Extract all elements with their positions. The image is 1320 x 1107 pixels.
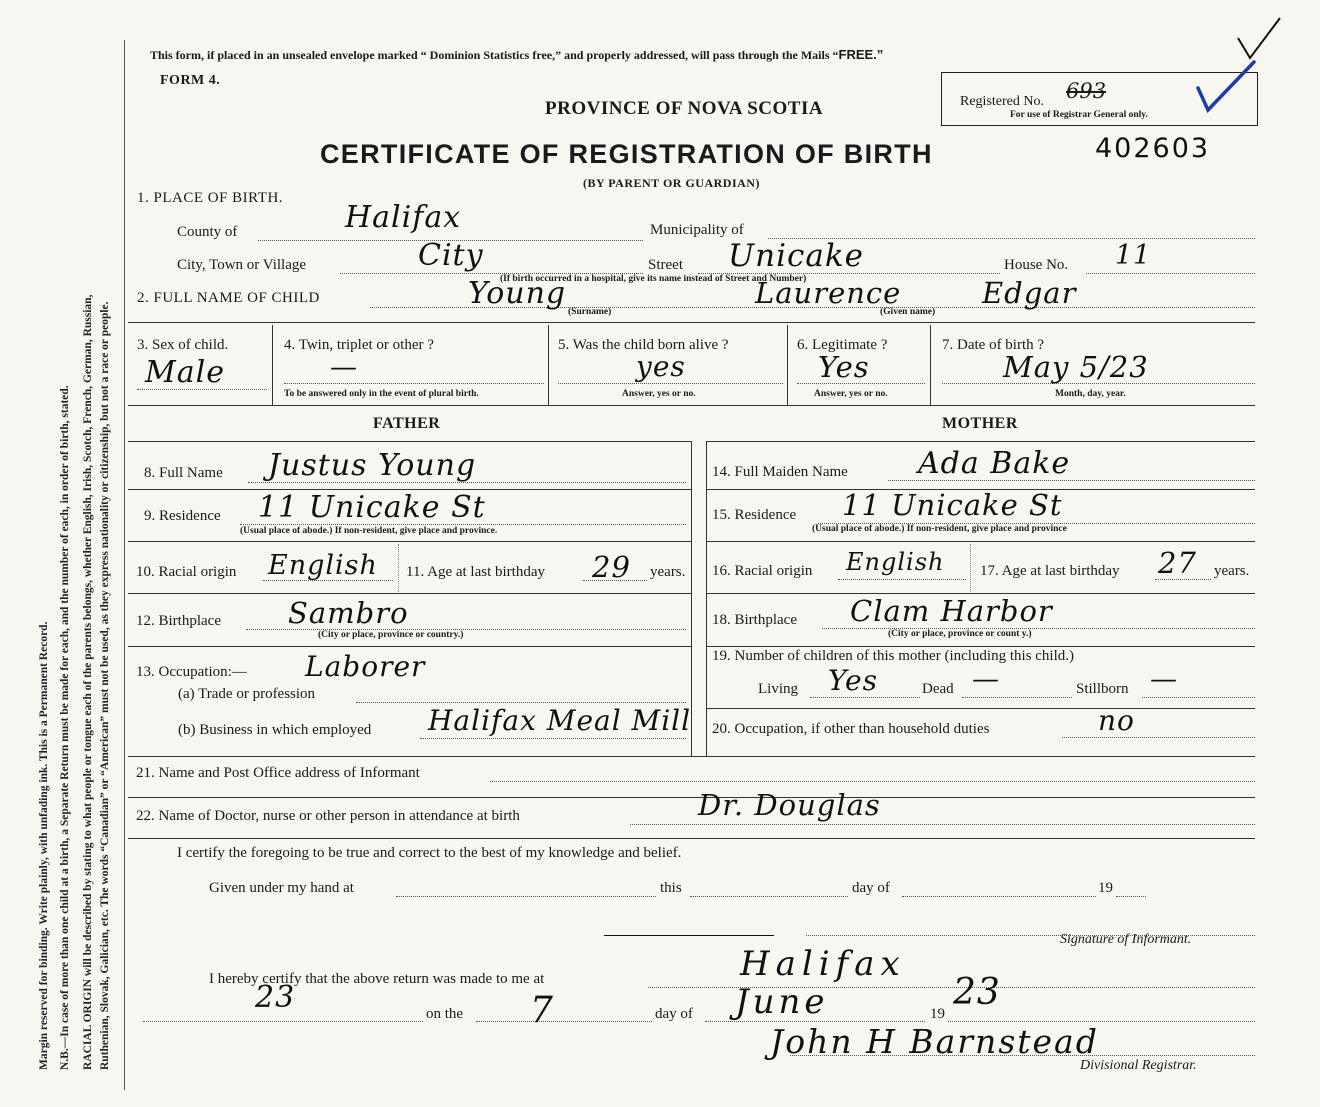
stillborn-label: Stillborn (1076, 681, 1129, 697)
dead-label: Dead (922, 681, 954, 697)
father-birthplace-note: (City or place, province or country.) (318, 630, 464, 640)
certificate-title: CERTIFICATE OF REGISTRATION OF BIRTH (320, 139, 933, 169)
father-residence-label: 9. Residence (144, 508, 221, 524)
city-value: City (418, 238, 484, 273)
twin-note: To be answered only in the event of plural birth. (284, 389, 479, 399)
street-label: Street (648, 257, 683, 273)
father-name-label: 8. Full Name (144, 465, 223, 481)
father-birthplace-value: Sambro (288, 596, 409, 630)
legitimate-label: 6. Legitimate ? (797, 337, 888, 353)
father-occupation-value: Laborer (305, 650, 426, 683)
house-number-label: House No. (1004, 257, 1069, 273)
registrar-statement: I hereby certify that the above return was made to me at (209, 971, 545, 987)
born-alive-note: Answer, yes or no. (622, 389, 696, 399)
county-label: County of (177, 224, 238, 240)
mother-residence-note: (Usual place of abode.) If non-resident, give place and province (812, 524, 1067, 534)
mother-occupation-label: 20. Occupation, if other than household duties (712, 721, 990, 737)
registrar-place: Halifax (740, 944, 906, 984)
mother-age-value: 27 (1158, 546, 1197, 580)
on-the-label: on the (426, 1006, 464, 1022)
father-residence-note: (Usual place of abode.) If non-resident, give place and province. (240, 526, 498, 536)
legitimate-note: Answer, yes or no. (814, 389, 888, 399)
mother-residence-label: 15. Residence (712, 507, 797, 523)
margin-racial-origin-note-cont: Ruthenian, Slovak, Galician, etc. The words “Canadian” or “American” must not be used, as they express nationality or citizenship, but not a race or people. (99, 301, 111, 1070)
born-alive-label: 5. Was the child born alive ? (558, 337, 729, 353)
on-the-value: 7 (530, 990, 554, 1031)
mother-racial-origin-label: 16. Racial origin (712, 563, 813, 579)
given-under-hand-label: Given under my hand at (209, 880, 354, 896)
margin-racial-origin-note: RACIAL ORIGIN will be described by stating to what people or tongue each of the parents belongs, whether English, Irish, Scotch, French, German, Russian, (82, 294, 94, 1070)
registrar-date-prefix: 23 (255, 980, 296, 1015)
registered-label: Registered No. (960, 94, 1044, 109)
child-surname-value: Young (468, 276, 567, 311)
house-number-value: 11 (1115, 240, 1152, 271)
mother-birthplace-note: (City or place, province or count y.) (888, 629, 1032, 639)
mother-birthplace-value: Clam Harbor (850, 594, 1053, 628)
mother-name-label: 14. Full Maiden Name (712, 464, 848, 480)
children-count-label: 19. Number of children of this mother (including this child.) (712, 648, 1075, 664)
date-of-birth-note: Month, day, year. (1055, 389, 1126, 399)
binding-margin-rule (124, 40, 125, 1090)
month-value: June (735, 982, 829, 1022)
year-value: 23 (953, 972, 1001, 1013)
year-prefix-2: 19 (930, 1006, 945, 1022)
place-of-birth-heading: 1. PLACE OF BIRTH. (137, 190, 284, 206)
business-employed-value: Halifax Meal Mill (428, 704, 692, 737)
father-heading: FATHER (373, 415, 441, 432)
day-of-label: day of (852, 880, 890, 896)
father-name-value: Justus Young (268, 448, 477, 483)
father-age-value: 29 (592, 550, 631, 584)
mother-residence-value: 11 Unicake St (842, 488, 1063, 522)
father-age-label: 11. Age at last birthday (406, 564, 545, 580)
father-racial-origin-label: 10. Racial origin (136, 564, 237, 580)
living-value: Yes (828, 664, 878, 697)
twin-value: — (330, 352, 358, 383)
dead-value: — (972, 664, 1000, 695)
municipality-label: Municipality of (650, 222, 744, 238)
father-years-label: years. (650, 564, 686, 580)
date-of-birth-label: 7. Date of birth ? (942, 337, 1045, 353)
stillborn-value: — (1150, 664, 1178, 695)
mother-name-value: Ada Bake (918, 446, 1071, 481)
date-of-birth-value: May 5/23 (1003, 350, 1149, 384)
surname-caption: (Surname) (568, 307, 612, 317)
doctor-label: 22. Name of Doctor, nurse or other person in attendance at birth (136, 808, 520, 824)
mother-age-label: 17. Age at last birthday (980, 563, 1120, 579)
mail-notice: This form, if placed in an unsealed envelope marked “ Dominion Statistics free,” and properly addressed, will pass through the Mails “FREE.” (150, 47, 884, 62)
city-label: City, Town or Village (177, 257, 307, 273)
father-birthplace-label: 12. Birthplace (136, 613, 221, 629)
street-value: Unicake (728, 238, 864, 274)
county-value: Halifax (345, 200, 462, 235)
twin-label: 4. Twin, triplet or other ? (284, 337, 434, 353)
province-heading: PROVINCE OF NOVA SCOTIA (545, 98, 824, 119)
checkmark-icon (1190, 10, 1290, 125)
child-name-label: 2. FULL NAME OF CHILD (137, 290, 320, 306)
born-alive-value: yes (636, 350, 686, 383)
given-name-caption: (Given name) (880, 307, 936, 317)
father-occupation-label: 13. Occupation:— (136, 664, 247, 680)
informant-signature-caption: Signature of Informant. (1060, 932, 1192, 947)
child-given-name-value-2: Edgar (982, 276, 1077, 310)
doctor-value: Dr. Douglas (698, 788, 881, 822)
mother-heading: MOTHER (942, 415, 1018, 432)
certification-statement: I certify the foregoing to be true and correct to the best of my knowledge and belief. (177, 845, 682, 861)
registrar-signature: John H Barnstead (770, 1022, 1099, 1061)
mother-racial-origin-value: English (846, 548, 945, 576)
year-prefix: 19 (1098, 880, 1113, 896)
margin-binding-note: Margin reserved for binding. Write plainly, with unfading ink. This is a Permanent Record. (38, 621, 50, 1070)
registrar-note: For use of Registrar General only. (1010, 110, 1148, 120)
living-label: Living (758, 681, 798, 697)
business-employed-label: (b) Business in which employed (178, 722, 372, 738)
certificate-subtitle: (BY PARENT OR GUARDIAN) (583, 176, 760, 190)
sex-label: 3. Sex of child. (137, 337, 229, 353)
registered-value: 693 (1066, 79, 1107, 103)
certificate-number: 402603 (1095, 133, 1211, 164)
legitimate-value: Yes (818, 350, 870, 384)
hospital-note: (If birth occurred in a hospital, give its name instead of Street and Number) (500, 274, 807, 284)
informant-label: 21. Name and Post Office address of Informant (136, 765, 420, 781)
mother-years-label: years. (1214, 563, 1250, 579)
trade-profession-label: (a) Trade or profession (178, 686, 316, 702)
margin-multiple-birth-note: N.B.—In case of more than one child at a birth, a Separate Return must be made for each, and the number of each, in order of birth, stated. (59, 385, 71, 1070)
mother-occupation-value: no (1098, 704, 1135, 737)
sex-value: Male (145, 355, 225, 390)
father-residence-value: 11 Unicake St (258, 490, 486, 525)
registrar-caption: Divisional Registrar. (1080, 1058, 1197, 1073)
mother-birthplace-label: 18. Birthplace (712, 612, 797, 628)
child-given-name-value-1: Laurence (755, 276, 902, 310)
father-racial-origin-value: English (268, 550, 378, 581)
form-number: FORM 4. (160, 73, 221, 88)
day-of-label-2: day of (655, 1006, 693, 1022)
this-label: this (660, 880, 682, 896)
